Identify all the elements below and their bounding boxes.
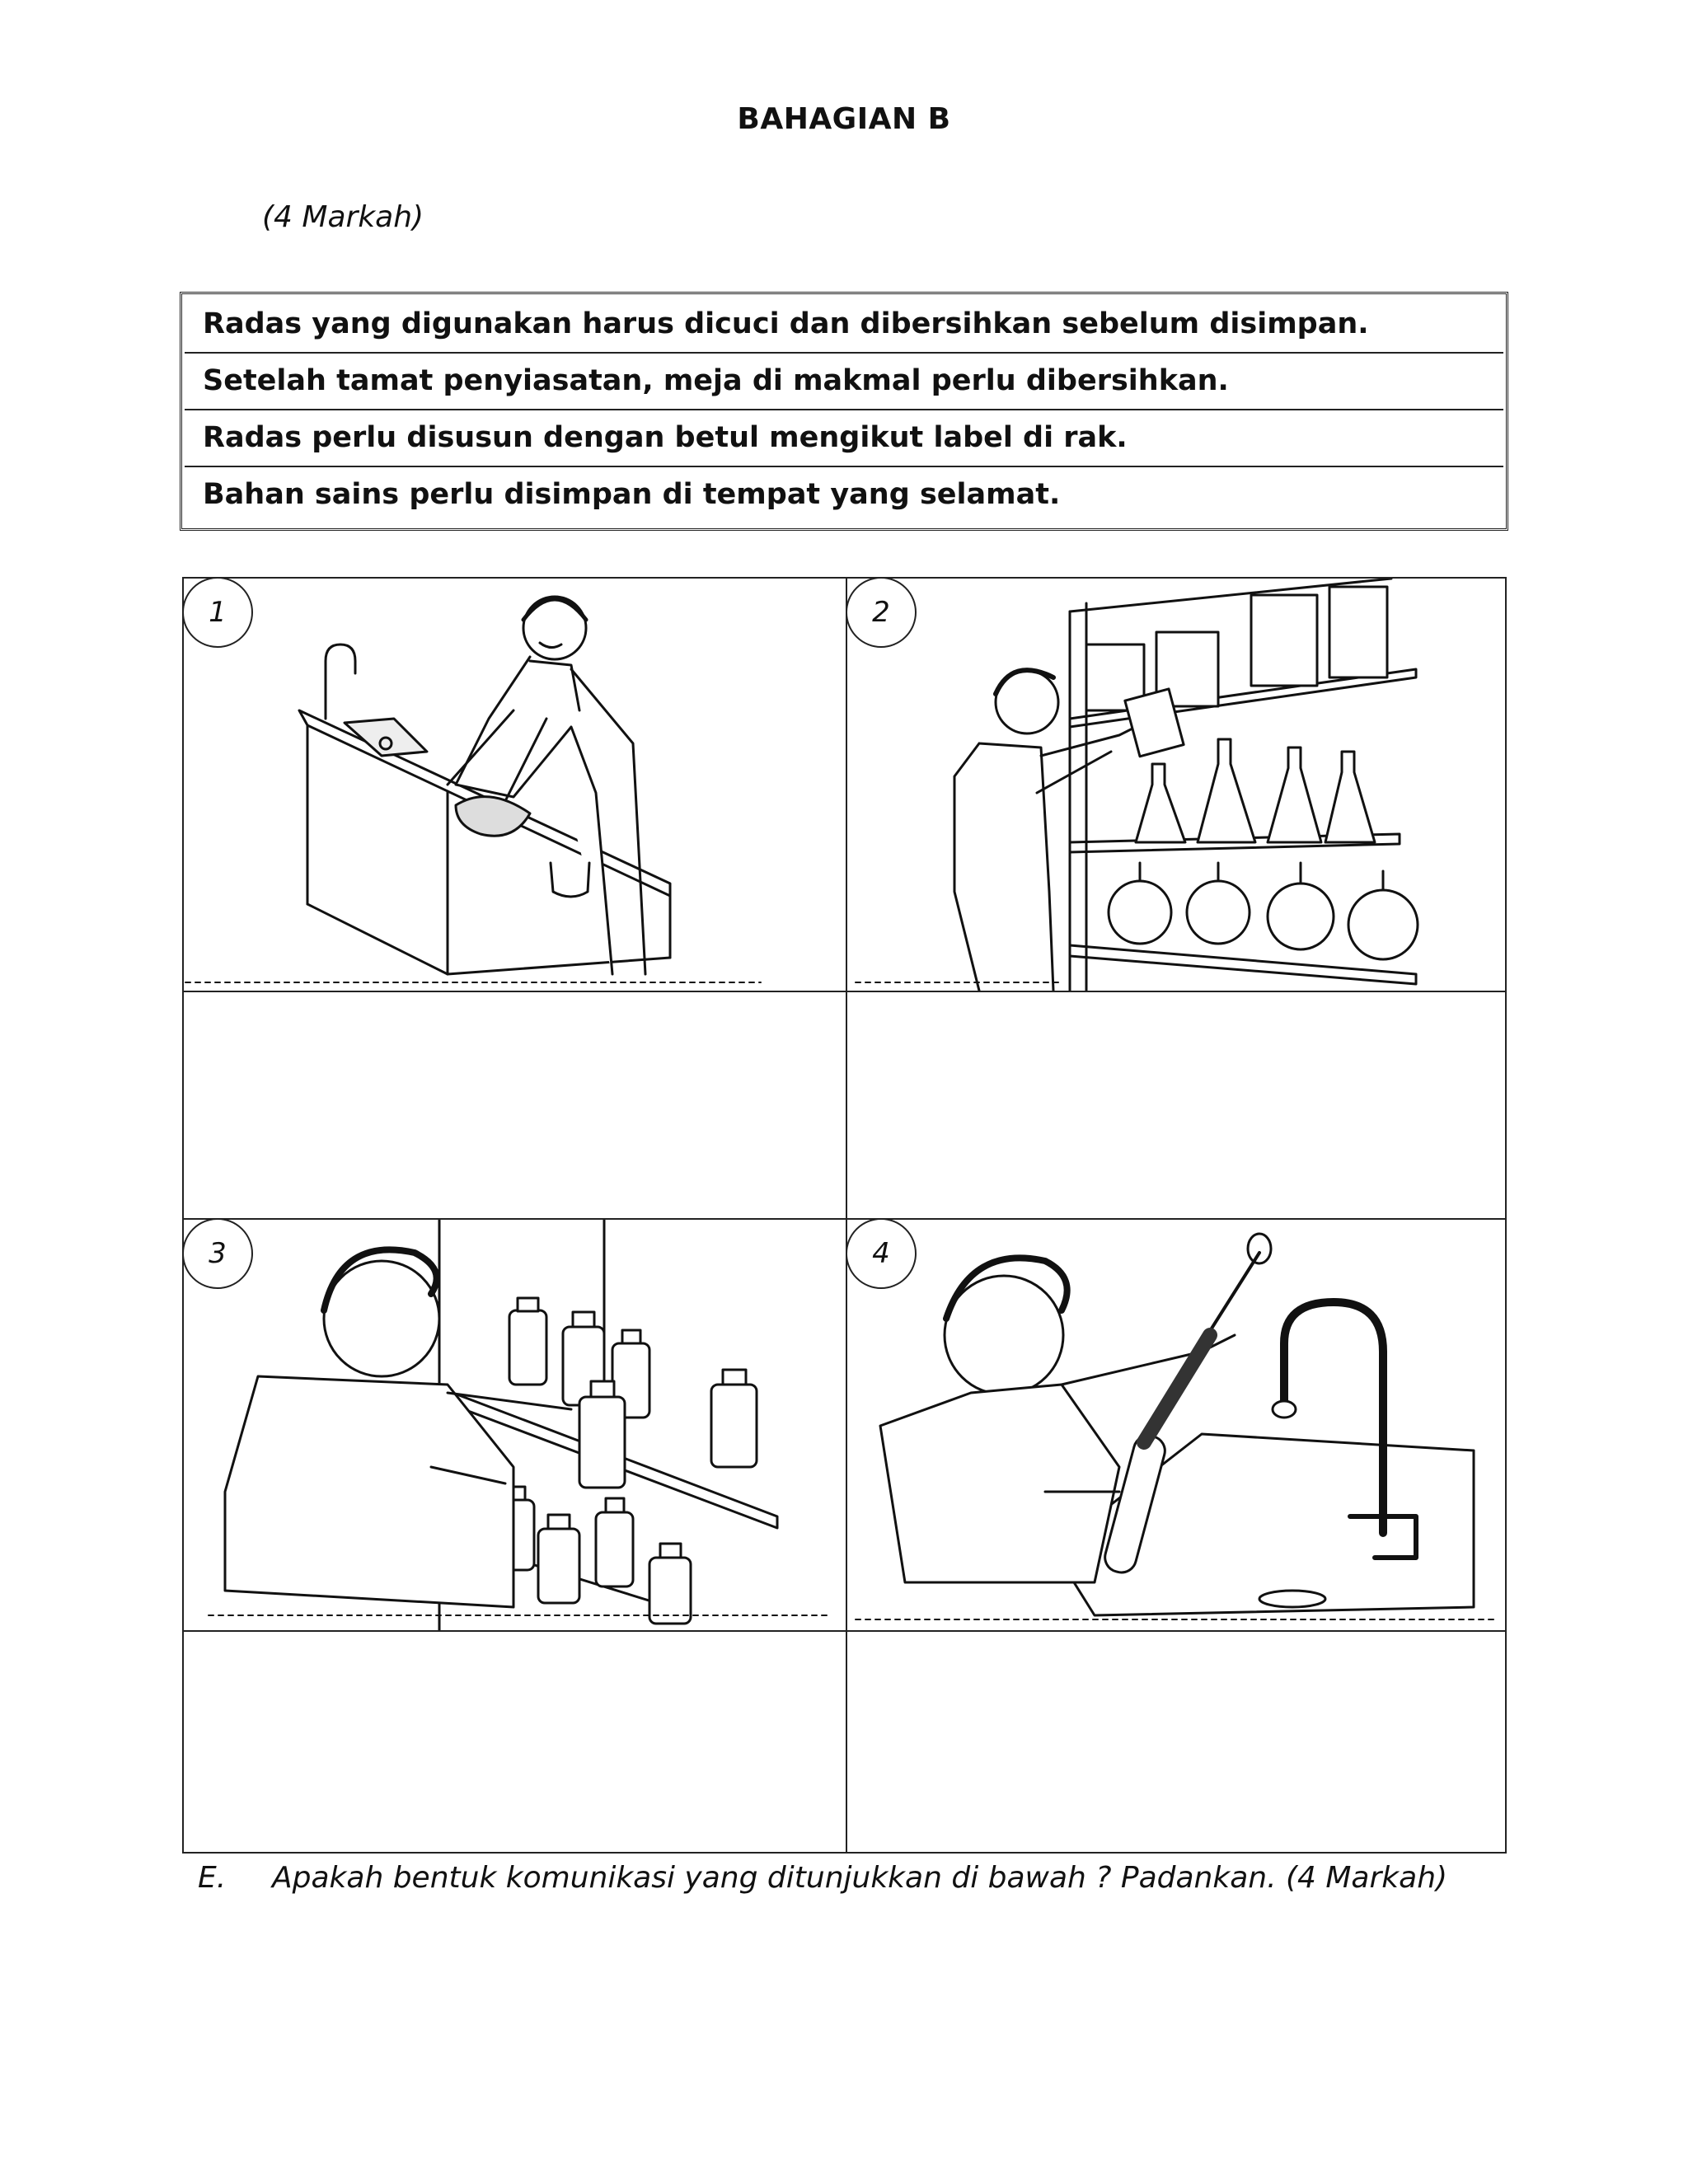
answer-box-4[interactable] (847, 1632, 1507, 1854)
picture-answer-grid (182, 577, 1507, 1854)
answer-box-1[interactable] (184, 992, 846, 1218)
question-e (198, 1854, 1467, 1902)
question-text: Apakah bentuk komunikasi yang ditunjukkan di bawah ? Padankan. (4 Markah) (272, 1861, 1448, 1895)
picture-cell-4 (847, 1220, 1507, 1630)
picture-cell-3 (184, 1220, 846, 1630)
section-title: BAHAGIAN B (737, 102, 951, 136)
boy-washing-test-tube-at-sink-icon (847, 1220, 1507, 1630)
boy-arranging-glassware-on-rack-icon (847, 579, 1507, 991)
answer-box-2[interactable] (847, 992, 1507, 1218)
statement-row: Bahan sains perlu disimpan di tempat yang selamat. (203, 478, 1061, 511)
statements-table (180, 292, 1508, 531)
picture-cell-1 (184, 579, 846, 991)
statement-row: Radas perlu disusun dengan betul mengikut label di rak. (185, 410, 1503, 467)
picture-number-3: 3 (184, 1220, 253, 1289)
boy-storing-chemical-bottles-icon (184, 1220, 846, 1630)
picture-number-4: 4 (847, 1220, 917, 1289)
marks-label: (4 Markah) (262, 200, 424, 234)
answer-box-3[interactable] (184, 1632, 846, 1854)
statement-row: Setelah tamat penyiasatan, meja di makmal perlu dibersihkan. (185, 354, 1503, 410)
picture-number-1: 1 (184, 579, 253, 648)
girl-wiping-lab-table-icon (184, 579, 846, 991)
picture-number-2: 2 (847, 579, 917, 648)
statement-row: Radas yang digunakan harus dicuci dan dibersihkan sebelum disimpan. (185, 297, 1503, 354)
question-label: E. (198, 1861, 227, 1895)
picture-cell-2 (847, 579, 1507, 991)
